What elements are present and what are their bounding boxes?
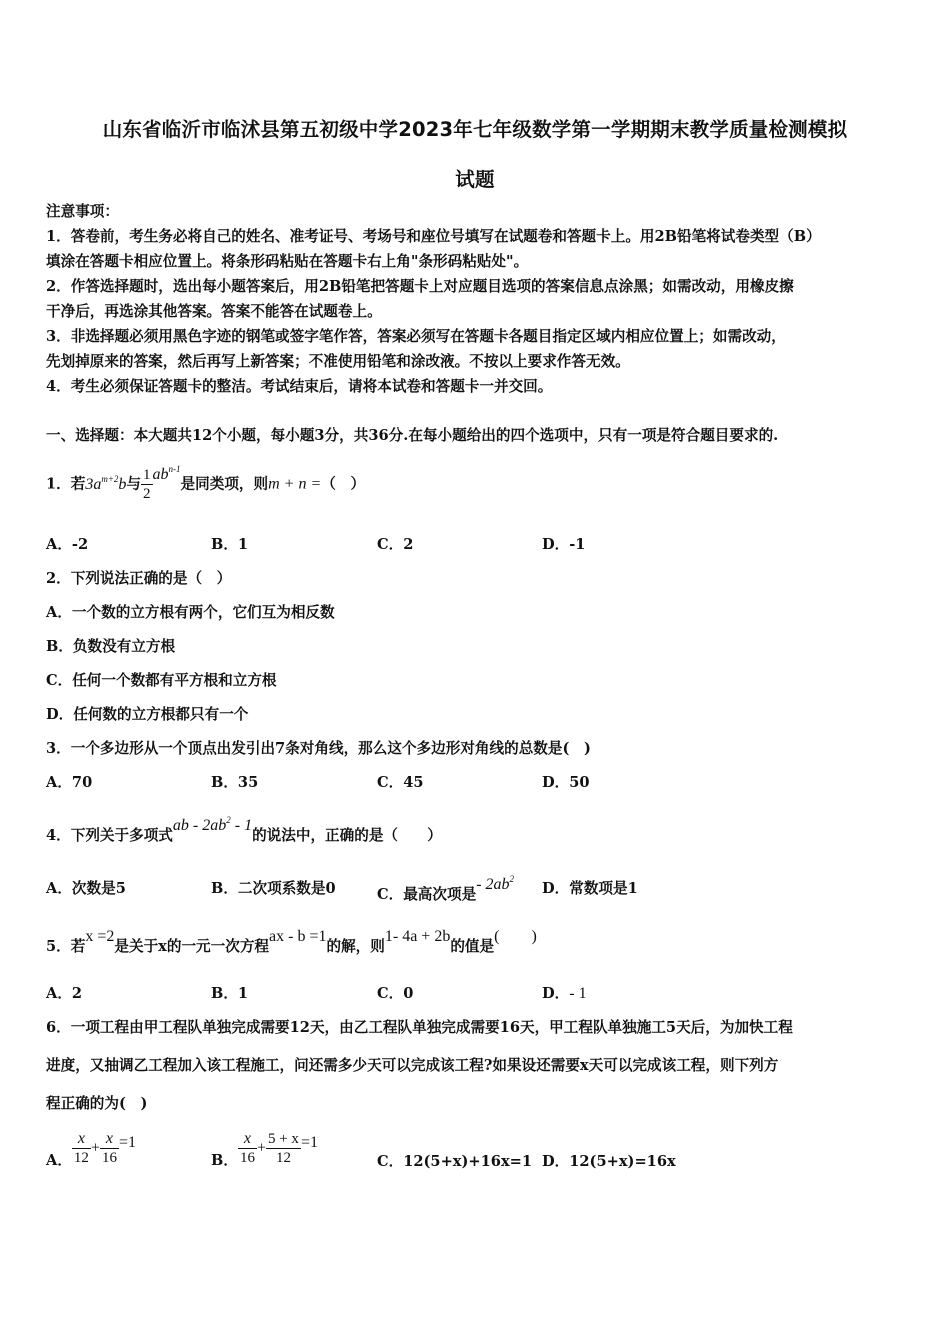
q4-expr: ab - $2ab^2 - 1$: [172, 815, 253, 834]
q4-option-d: D．常数项是1: [542, 880, 638, 897]
question-5: [46, 928, 537, 957]
q6-a-fraction-1: $\frac{x}{12}$: [73, 1130, 89, 1166]
q5-option-d: D．- 1: [542, 985, 587, 1002]
notice-heading: 注意事项：: [46, 203, 119, 220]
q4-suffix: 的说法中，正确的是（ ）: [252, 827, 442, 844]
q1-option-b: B．1: [211, 536, 249, 553]
q1-conj: 与: [126, 475, 142, 493]
q6-option-a: A． $\frac{x}{12}$ + $\frac{x}{16}$ =1: [46, 1130, 136, 1169]
question-3: 3．一个多边形从一个顶点出发引出7条对角线，那么这个多边形对角线的总数是( ): [46, 740, 591, 757]
question-4: [46, 815, 442, 846]
q5-expr1: x =2: [85, 928, 115, 945]
question-6-line: 进度，又抽调乙工程加入该工程施工，问还需多少天可以完成该工程?如果设还需要x天可以完成该工程，则下列方: [46, 1057, 779, 1074]
q5-mid2: 的解，则: [326, 938, 385, 955]
q1-mid: 是同类项，则: [180, 475, 269, 493]
q3-option-a: A．70: [46, 774, 93, 791]
q2-option-a: A．一个数的立方根有两个，它们互为相反数: [46, 604, 335, 621]
q6-b-fraction-2: $\frac{5 + x}{12}$: [267, 1131, 299, 1166]
page-title-continued: 试题: [455, 168, 495, 191]
q4-prefix: 4．下列关于多项式: [46, 827, 173, 844]
question-6-line: 程正确的为( ): [46, 1095, 148, 1112]
q2-option-c: C．任何一个数都有平方根和立方根: [46, 672, 277, 689]
q6-a-fraction-2: $\frac{x}{16}$: [101, 1130, 117, 1166]
q1-expr1: $3a^{m+2}b$: [85, 473, 127, 493]
q2-option-b: B．负数没有立方根: [46, 638, 176, 655]
q1-fraction: $\frac{1}{2}$: [143, 467, 151, 502]
q6-b-fraction-1: $\frac{x}{16}$: [239, 1130, 255, 1166]
q1-expr3: m + n =: [268, 475, 322, 493]
q5-option-c: C．0: [377, 985, 414, 1002]
notice-line: 先划掉原来的答案，然后再写上新答案；不准使用铅笔和涂改液。不按以上要求作答无效。: [46, 353, 630, 370]
q3-option-b: B．35: [211, 774, 259, 791]
q1-prefix: 1．若: [46, 475, 86, 493]
page-title: 山东省临沂市临沭县第五初级中学2023年七年级数学第一学期期末教学质量检测模拟: [102, 118, 848, 141]
q4-option-b: B．二次项系数是0: [211, 880, 336, 897]
q4-option-c-expr: - $2ab^2$: [476, 874, 515, 893]
q6-option-b: B． $\frac{x}{16}$ + $\frac{5 + x}{12}$ =1: [211, 1130, 318, 1169]
notice-line: 1．答卷前，考生务必将自己的姓名、准考证号、考场号和座位号填写在试题卷和答题卡上。用2B铅笔将试卷类型（B）: [46, 228, 821, 245]
q5-paren: ( ): [494, 928, 537, 945]
q2-option-d: D．任何数的立方根都只有一个: [46, 706, 249, 723]
q3-option-c: C．45: [377, 774, 424, 791]
q5-mid3: 的值是: [450, 938, 495, 955]
q6-option-c: C．12(5+x)+16x=1: [377, 1153, 533, 1170]
q4-option-c: C．最高次项是- $2ab^2$: [377, 874, 515, 903]
notice-line: 3．非选择题必须用黑色字迹的钢笔或签字笔作答，答案必须写在答题卡各题目指定区域内相应位置上；如需改动，: [46, 328, 786, 345]
section-heading: 一、选择题：本大题共12个小题，每小题3分，共36分.在每小题给出的四个选项中，只有一项是符合题目要求的.: [46, 427, 779, 444]
q5-option-b: B．1: [211, 985, 249, 1002]
q1-option-d: D．-1: [542, 536, 586, 553]
notice-line: 4．考生必须保证答题卡的整洁。考试结束后，请将本试卷和答题卡一并交回。: [46, 378, 553, 395]
q5-expr3: 1- 4a + 2b: [384, 928, 451, 945]
q5-prefix: 5．若: [46, 938, 86, 955]
q5-option-d-value: - 1: [569, 985, 587, 1002]
q1-expr2: $ab^{n-1}$: [152, 463, 181, 483]
q1-suffix: （ ）: [321, 475, 366, 493]
question-6-line: 6．一项工程由甲工程队单独完成需要12天，由乙工程队单独完成需要16天，甲工程队单独施工5天后，为加快工程: [46, 1019, 793, 1036]
q3-option-d: D．50: [542, 774, 590, 791]
notice-line: 干净后，再选涂其他答案。答案不能答在试题卷上。: [46, 303, 382, 320]
question-2: 2．下列说法正确的是（ ）: [46, 570, 232, 587]
q4-option-a: A．次数是5: [46, 880, 126, 897]
q5-option-a: A．2: [46, 985, 83, 1002]
q5-mid1: 是关于x的一元一次方程: [114, 938, 270, 955]
q1-option-a: A．-2: [46, 536, 89, 553]
q6-option-d: D．12(5+x)=16x: [542, 1153, 676, 1170]
notice-line: 2．作答选择题时，选出每小题答案后，用2B铅笔把答题卡上对应题目选项的答案信息点涂黑；如需改动，用橡皮擦: [46, 278, 794, 295]
question-1: [46, 463, 366, 503]
q1-option-c: C．2: [377, 536, 414, 553]
q5-expr2: ax - b =1: [269, 928, 327, 945]
notice-line: 填涂在答题卡相应位置上。将条形码粘贴在答题卡右上角"条形码粘贴处"。: [46, 253, 529, 270]
